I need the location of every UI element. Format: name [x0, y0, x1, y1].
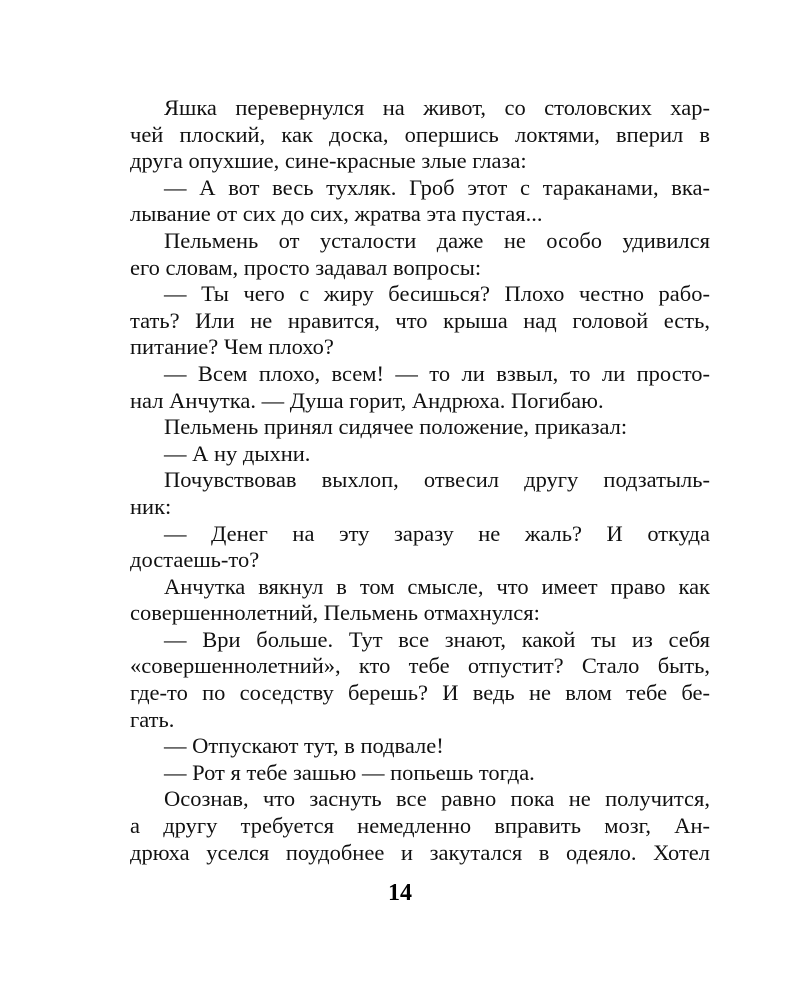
text-line: дрюха уселся поудобнее и закутался в одеяло. Хотел [130, 839, 710, 865]
text-line: питание? Чем плохо? [130, 334, 334, 360]
text-line: Осознав, что заснуть все равно пока не получится, [164, 786, 710, 812]
text-line: «совершеннолетний», кто тебе отпустит? Стало быть, [130, 653, 710, 679]
text-line: — Ты чего с жиру бесишься? Плохо честно рабо- [164, 281, 710, 307]
text-line: Пельмень от усталости даже не особо удивился [164, 227, 710, 253]
text-line: — Рот я тебе зашью — попьешь тогда. [164, 759, 535, 785]
text-line: Анчутка вякнул в том смысле, что имеет право как [164, 573, 710, 599]
text-line: его словам, просто задавал вопросы: [130, 254, 482, 280]
text-line: а другу требуется немедленно вправить мозг, Ан- [130, 813, 710, 839]
text-line: нал Анчутка. — Душа горит, Андрюха. Погибаю. [130, 387, 604, 413]
text-line: чей плоский, как доска, опершись локтями, вперил в [130, 121, 710, 147]
text-line: друга опухшие, сине-красные злые глаза: [130, 148, 527, 174]
text-line: — Ври больше. Тут все знают, какой ты из себя [164, 626, 710, 652]
text-line: ник: [130, 493, 172, 519]
text-line: Почувствовав выхлоп, отвесил другу подзатыль- [164, 467, 710, 493]
text-line: гать. [130, 706, 175, 732]
text-line: — Всем плохо, всем! — то ли взвыл, то ли просто- [164, 360, 710, 386]
text-line: — А вот весь тухляк. Гроб этот с тараканами, вка- [164, 174, 710, 200]
text-line: — Отпускают тут, в подвале! [164, 733, 444, 759]
text-line: совершеннолетний, Пельмень отмахнулся: [130, 600, 540, 626]
text-line: лывание от сих до сих, жратва эта пустая... [130, 201, 543, 227]
text-line: — Денег на эту заразу не жаль? И откуда [164, 520, 710, 546]
text-line: тать? Или не нравится, что крыша над головой есть, [130, 307, 710, 333]
body-text [130, 95, 710, 866]
text-line: достаешь-то? [130, 547, 260, 573]
text-line: Яшка перевернулся на живот, со столовских хар- [164, 95, 710, 120]
page-number: 14 [388, 880, 412, 906]
text-line: — А ну дыхни. [164, 440, 311, 466]
text-line: Пельмень принял сидячее положение, приказал: [164, 414, 628, 440]
text-line: где-то по соседству берешь? И ведь не влом тебе бе- [130, 680, 710, 706]
